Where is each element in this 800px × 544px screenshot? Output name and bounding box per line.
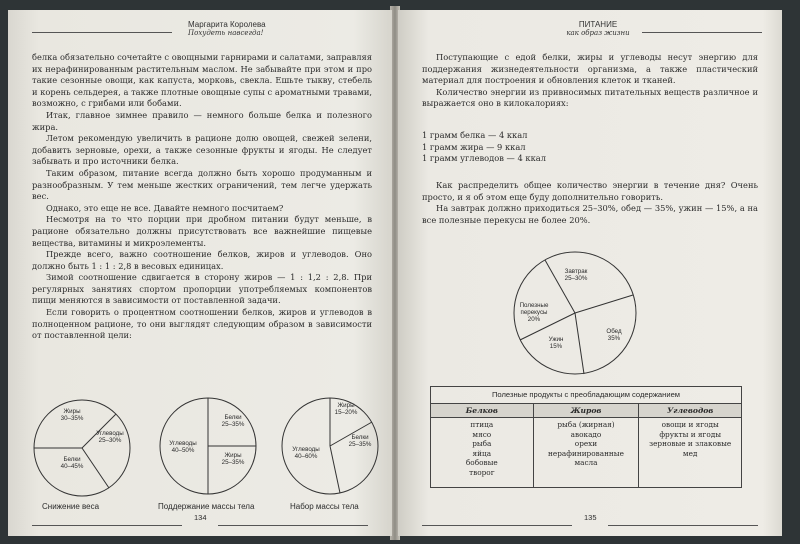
pie-label: Обед 35% — [606, 328, 622, 342]
right-body-text-2 — [422, 180, 758, 226]
pie-label: Жиры 25–35% — [221, 452, 245, 466]
paragraph: Итак, главное зимнее правило — немного больше белка и полезного жира. — [32, 109, 372, 132]
paragraph: Зимой соотношение сдвигается в сторону жиров — 1 : 1,2 : 2,8. При регулярных занятиях спортом пропорции употребляемых компонентов пищи меняются в зависимости от поставленной задачи. — [32, 272, 372, 306]
paragraph: Однако, это еще не все. Давайте немного посчитаем? — [46, 202, 284, 213]
pie-label: Ужин 15% — [548, 336, 564, 350]
table-header: Углеводов — [639, 403, 742, 418]
footer-rule — [32, 525, 182, 526]
table-cell: рыба (жирная) авокадо орехи нерафинированные масла — [533, 418, 639, 488]
footer-rule — [218, 525, 368, 526]
paragraph: Если говорить о процентном соотношении белков, жиров и углеводов в полноценном рационе, то они выглядят следующим образом в зависимости от поставленной цели: — [32, 307, 372, 341]
pie-label: Углеводы 25–30% — [96, 430, 124, 444]
table-cell: птица мясо рыба яйца бобовые творог — [431, 418, 534, 488]
paragraph: белка обязательно сочетайте с овощными гарнирами и салатами, заправляя их нерафинированным растительным маслом. Не забывайте при этом и про такие сезонные овощи, как капуста, морковь, свекла. Ешьте тыкву, стебель и корень сельдерея, а также плотные овощные супы с ароматными травами, возможно, с грибами или бобами. — [32, 52, 372, 109]
pie-label: Белки 25–35% — [221, 414, 245, 428]
pie-label: Жиры 30–35% — [60, 408, 84, 422]
kcal-list — [422, 130, 622, 165]
left-header — [188, 20, 266, 37]
pie-caption: Снижение веса — [42, 502, 100, 511]
kcal-line: 1 грамм жира — 9 ккал — [422, 141, 526, 152]
kcal-line: 1 грамм углеводов — 4 ккал — [422, 153, 546, 164]
paragraph: Таким образом, питание всегда должно быть хорошо продуманным и разнообразным. У тем меньше жестких ограничений, тем легче удержать вес. — [32, 167, 372, 202]
pie-label: Завтрак 25–30% — [564, 268, 588, 282]
section-subtitle: как образ жизни — [566, 29, 630, 37]
kcal-line: 1 грамм белка — 4 ккал — [422, 130, 528, 140]
paragraph: Поступающие с едой белки, жиры и углеводы несут энергию для поддержания жизнедеятельности организма, а также пластический материал для построения и обновления клеток и тканей. — [422, 52, 758, 86]
section-title: ПИТАНИЕ — [578, 20, 618, 29]
pie-label: Белки 25–35% — [348, 434, 372, 448]
pie-label: Углеводы 40–50% — [169, 440, 197, 454]
paragraph: Как распределить общее количество энергии в течение дня? Очень просто, и я об этом еще буду дополнительно говорить. — [422, 180, 758, 202]
pie-label: Углеводы 40–60% — [292, 446, 320, 460]
footer-rule — [422, 525, 572, 526]
table-header: Жиров — [533, 403, 639, 418]
author-name: Маргарита Королева — [188, 20, 266, 29]
left-body-text — [32, 52, 372, 342]
paragraph: Прежде всего, важно соотношение белков, жиров и углеводов. Оно должно быть 1 : 1 : 2,8 в весовых единицах. — [32, 249, 372, 271]
pie-label: Жиры 15–20% — [334, 402, 358, 416]
left-page — [8, 10, 392, 536]
table-header: Белков — [431, 403, 534, 418]
right-header — [558, 20, 638, 37]
page-number: 134 — [194, 513, 207, 522]
paragraph: Несмотря на то что порции при дробном питании будут меньше, в рационе обязательно должны присутствовать все важнейшие пищевые вещества, витамины и микроэлементы. — [32, 214, 372, 248]
table-caption: Полезные продукты с преобладающим содержанием — [431, 387, 742, 404]
paragraph: На завтрак должно приходиться 25–30%, обед — 35%, ужин — 15%, а на все полезные перекусы не более 20%. — [422, 203, 758, 225]
paragraph: Количество энергии из привносимых питательных веществ различное и выражается оно в килокалориях: — [422, 86, 758, 109]
right-page — [398, 10, 782, 536]
header-rule — [642, 32, 762, 33]
right-body-text — [422, 52, 758, 110]
pie-label: Белки 40–45% — [60, 456, 84, 470]
paragraph: Летом рекомендую увеличить в рационе долю овощей, свежей зелени, добавить зерновые, орехи, а также сезонные фрукты и ягоды. Не следует забывать и про источники белка. — [32, 133, 372, 167]
pie-label: Полезные перекусы 20% — [519, 302, 549, 323]
footer-rule — [608, 525, 758, 526]
table-cell: овощи и ягоды фрукты и ягоды зерновые и злаковые мед — [639, 418, 742, 488]
header-rule — [32, 32, 172, 33]
page-number: 135 — [584, 513, 597, 522]
pie-caption: Поддержание массы тела — [158, 502, 255, 511]
pie-caption: Набор массы тела — [290, 502, 359, 511]
products-table — [430, 386, 742, 488]
book-subtitle: Похудеть навсегда! — [188, 29, 264, 37]
